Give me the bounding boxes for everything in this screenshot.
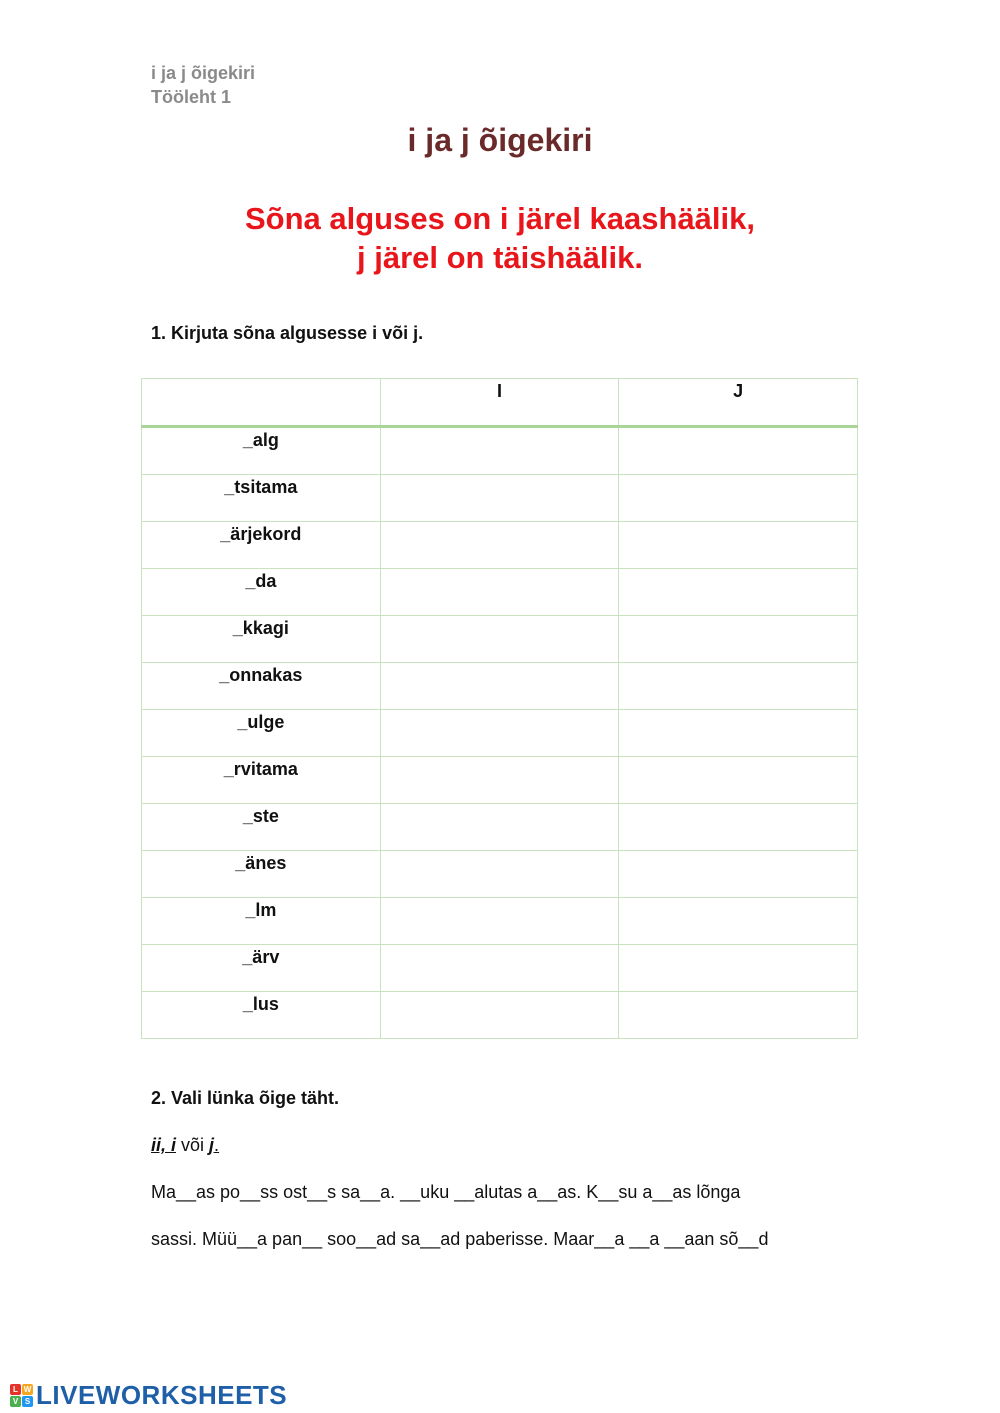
answer-cell-j[interactable]: [619, 569, 858, 616]
answer-cell-j[interactable]: [619, 804, 858, 851]
table-row: [142, 616, 858, 663]
table-row: [142, 992, 858, 1039]
word-cell: [142, 757, 381, 804]
answer-cell-i[interactable]: [380, 663, 619, 710]
logo-text: LIVEWORKSHEETS: [36, 1380, 288, 1410]
rule-line-2: j järel on täishäälik.: [356, 240, 643, 275]
answer-cell-i[interactable]: [380, 616, 619, 663]
rule-line-1: Sõna alguses on i järel kaashäälik,: [244, 201, 756, 236]
word-cell: [142, 569, 381, 616]
answer-cell-i[interactable]: [380, 710, 619, 757]
answer-cell-i[interactable]: [380, 569, 619, 616]
answer-cell-j[interactable]: [619, 851, 858, 898]
table-row: [142, 522, 858, 569]
answer-cell-j[interactable]: [619, 663, 858, 710]
answer-cell-i[interactable]: [380, 427, 619, 475]
answer-cell-j[interactable]: [619, 945, 858, 992]
table-row: [142, 804, 858, 851]
table-row: [142, 663, 858, 710]
word-label: _alg: [242, 430, 279, 450]
answer-table: [141, 378, 858, 1039]
word-cell: [142, 427, 381, 475]
logo-mark-icon: [10, 1384, 33, 1407]
answer-cell-j[interactable]: [619, 757, 858, 804]
logo-mark-tile: W: [23, 1385, 32, 1394]
word-cell: [142, 616, 381, 663]
task-1-label: 1. Kirjuta sõna algusesse i või j.: [151, 323, 424, 343]
header-cell-i: I: [380, 379, 619, 427]
word-label: _kkagi: [232, 618, 289, 638]
word-cell: [142, 522, 381, 569]
answer-cell-i[interactable]: [380, 851, 619, 898]
word-label: _ulge: [237, 712, 285, 732]
word-label: _lm: [245, 900, 277, 920]
logo-mark-tile: S: [22, 1396, 33, 1407]
word-label: _onnakas: [219, 665, 303, 685]
word-label: _ärv: [242, 947, 280, 967]
word-label: _änes: [235, 853, 287, 873]
answer-cell-i[interactable]: [380, 898, 619, 945]
answer-cell-j[interactable]: [619, 898, 858, 945]
answer-cell-j[interactable]: [619, 475, 858, 522]
answer-cell-i[interactable]: [380, 757, 619, 804]
word-cell: [142, 945, 381, 992]
word-label: _rvitama: [223, 759, 298, 779]
option-period: .: [214, 1135, 220, 1155]
liveworksheets-logo: [10, 1380, 287, 1411]
logo-mark-tile: V: [10, 1396, 21, 1407]
word-label: _lus: [242, 994, 279, 1014]
word-label: _tsitama: [224, 477, 298, 497]
table-row: [142, 757, 858, 804]
header-cell-word: [142, 379, 381, 427]
word-label: _ste: [242, 806, 279, 826]
word-cell: [142, 804, 381, 851]
word-cell: [142, 992, 381, 1039]
answer-cell-i[interactable]: [380, 945, 619, 992]
header-subtitle: Tööleht 1: [151, 87, 231, 107]
answer-cell-j[interactable]: [619, 710, 858, 757]
fill-in-text-line-1[interactable]: Ma__as po__ss ost__s sa__a. __uku __alutas a__as. K__su a__as lõnga: [151, 1182, 741, 1202]
answer-cell-i[interactable]: [380, 522, 619, 569]
answer-cell-j[interactable]: [619, 522, 858, 569]
answer-cell-i[interactable]: [380, 992, 619, 1039]
header-title: i ja j õigekiri: [151, 63, 256, 83]
table-row: [142, 851, 858, 898]
table-row: [142, 569, 858, 616]
table-header-row: [142, 379, 858, 427]
word-label: _ärjekord: [220, 524, 302, 544]
answer-cell-j[interactable]: [619, 616, 858, 663]
word-label: _da: [245, 571, 277, 591]
word-cell: [142, 663, 381, 710]
word-cell: [142, 475, 381, 522]
choice-options: [151, 1135, 219, 1156]
logo-mark-tile: L: [10, 1384, 21, 1395]
word-cell: [142, 898, 381, 945]
table-row: [142, 710, 858, 757]
answer-cell-j[interactable]: [619, 992, 858, 1039]
answer-cell-j[interactable]: [619, 427, 858, 475]
page-title: i ja j õigekiri: [407, 122, 593, 158]
answer-cell-i[interactable]: [380, 804, 619, 851]
answer-cell-i[interactable]: [380, 475, 619, 522]
fill-in-text-line-2[interactable]: sassi. Müü__a pan__ soo__ad sa__ad paberisse. Maar__a __a __aan sõ__d: [151, 1229, 769, 1249]
document-header: [151, 61, 255, 109]
option-ii-i: ii, i: [151, 1135, 177, 1155]
table-row: [142, 475, 858, 522]
option-connector: või: [176, 1135, 210, 1155]
task-2-label: 2. Vali lünka õige täht.: [151, 1088, 340, 1108]
table-row: [142, 427, 858, 475]
header-cell-j: J: [619, 379, 858, 427]
word-cell: [142, 710, 381, 757]
word-cell: [142, 851, 381, 898]
option-j: j: [209, 1135, 215, 1155]
table-row: [142, 945, 858, 992]
table-row: [142, 898, 858, 945]
